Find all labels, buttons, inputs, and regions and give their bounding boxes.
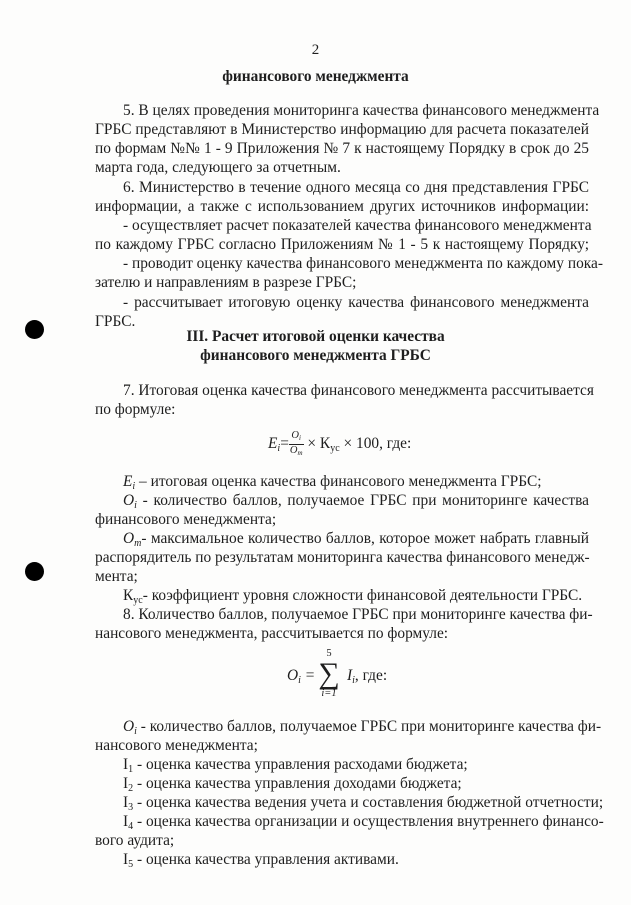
heading-tail: финансового менеджмента — [222, 68, 409, 85]
def2-oi-line-1: $O_i$ - количество баллов, получаемое ГРБС при мониторинге качества фи- — [123, 718, 602, 737]
def-e: $E_i$ – итоговая оценка качества финансового менеджмента ГРБС; — [123, 473, 542, 492]
p6-line-7: - рассчитывает итоговую оценку качества финансового менеджмента — [123, 294, 589, 311]
formula2-lower-limit: i=1 — [321, 688, 337, 699]
def2-item-2: $I_2$ - оценка качества управления доходами бюджета; — [123, 775, 462, 794]
p6-line-4: по каждому ГРБС согласно Приложениям № 1 - 5 к настоящему Порядку; — [95, 236, 589, 253]
def-om-line-2: распорядитель по результатам мониторинга качества финансового менедж- — [95, 549, 590, 566]
formula2-sum — [318, 648, 340, 700]
p7-line-2: по формуле: — [95, 401, 176, 418]
formula1-fraction: $\frac{O_i}{O_m}$ — [289, 430, 303, 457]
page-number: 2 — [311, 42, 320, 58]
p7-line-1: 7. Итоговая оценка качества финансового менеджмента рассчитывается — [123, 382, 594, 399]
def2-item-1: $I_1$ - оценка качества управления расходами бюджета; — [123, 756, 468, 775]
section-title-line-1: III. Расчет итоговой оценки качества — [186, 328, 445, 345]
def2-item-5: $I_5$ - оценка качества управления активами. — [123, 851, 399, 870]
p6-line-1: 6. Министерство в течение одного месяца со дня представления ГРБС — [123, 179, 589, 196]
p8-line-2: нансового менеджмента, рассчитывается по формуле: — [95, 625, 449, 642]
p6-line-3: - осуществляет расчет показателей качества финансового менеджмента — [123, 217, 592, 234]
formula1-k: К — [319, 435, 331, 453]
def2-oi-line-2: нансового менеджмента; — [95, 737, 258, 754]
p5-line-1: 5. В целях проведения мониторинга качества финансового менеджмента — [123, 102, 600, 119]
p6-line-2: информации, а также с использованием других источников информации: — [95, 198, 589, 215]
binder-hole-bottom — [25, 562, 44, 581]
def-om-line-3: мента; — [95, 568, 138, 585]
p6-line-6: зателю и направлениям в разрезе ГРБС; — [95, 274, 357, 291]
p6-line-5: - проводит оценку качества финансового менеджмента по каждому пока- — [123, 255, 603, 272]
sigma-icon: ∑ — [318, 657, 340, 690]
formula1-lhs: E — [268, 435, 278, 453]
p5-line-4: марта года, следующего за отчетным. — [95, 159, 341, 176]
def-k: $К_{ус}-$ коэффициент уровня сложности финансовой деятельности ГРБС. — [123, 587, 583, 606]
p8-line-1: 8. Количество баллов, получаемое ГРБС при мониторинге качества фи- — [123, 606, 593, 623]
p6-line-8: ГРБС. — [95, 313, 136, 330]
def-oi-line-2: финансового менеджмента; — [95, 511, 277, 528]
def2-item-4: $I_4$ - оценка качества организации и осуществления внутреннего финансо- — [123, 813, 604, 832]
def2-item-4-cont: вого аудита; — [95, 832, 175, 849]
formula2-term: $I_i$, где: — [347, 667, 388, 686]
formula2-upper-limit: 5 — [326, 648, 332, 659]
section-title-line-2: финансового менеджмента ГРБС — [200, 347, 431, 364]
p5-line-2: ГРБС представляют в Министерство информацию для расчета показателей — [95, 121, 589, 138]
def2-item-3: $I_3$ - оценка качества ведения учета и составления бюджетной отчетности; — [123, 794, 604, 813]
def-oi-line-1: $O_i$ - количество баллов, получаемое ГРБС при мониторинге качества — [123, 492, 589, 511]
formula1-tail: × 100, где: — [343, 435, 412, 453]
formula-total-score: $E_i=$ $\frac{O_i}{O_m}$ × $К_{ус} \times 100$, где: — [268, 430, 412, 457]
formula2-lhs: $O_i$ = — [287, 667, 316, 686]
p5-line-3: по формам №№ 1 - 9 Приложения № 7 к настоящему Порядку в срок до 25 — [95, 140, 589, 157]
def-om-line-1: $O_m-$ максимальное количество баллов, которое может набрать главный — [123, 530, 589, 549]
